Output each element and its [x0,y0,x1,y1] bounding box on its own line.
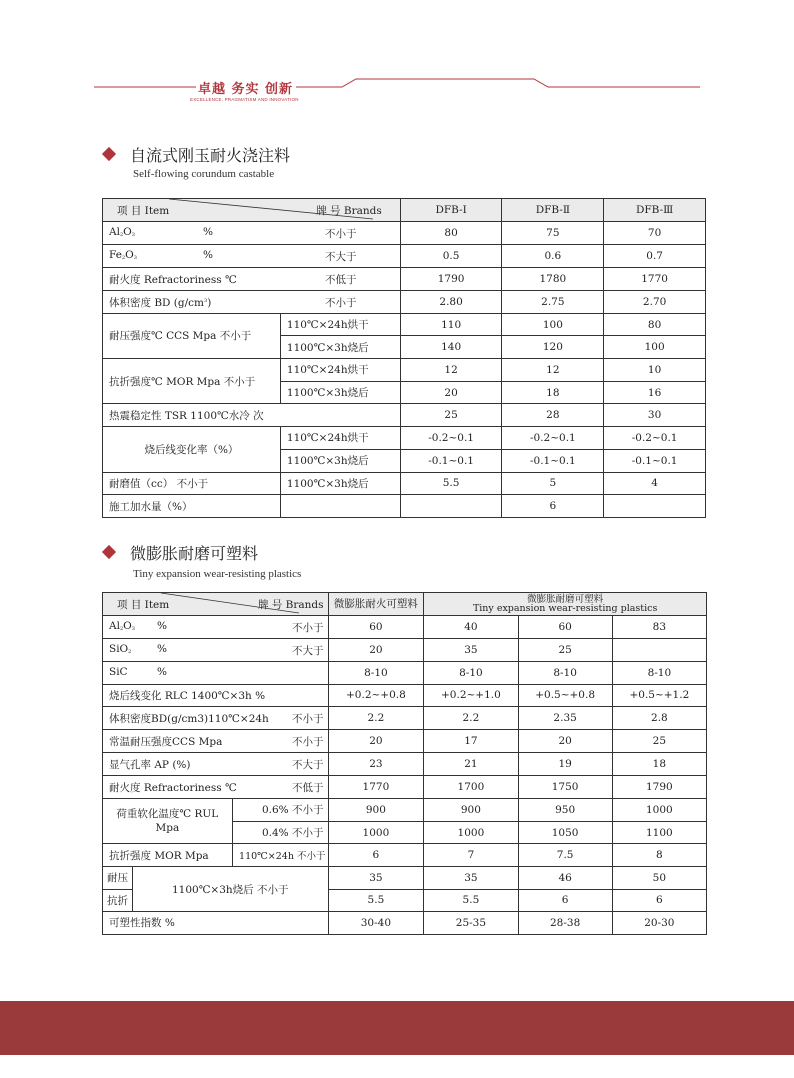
brand-tagline: EXCELLENCE, PRAGMATISM AND INNOVATION [190,97,299,102]
value-cell: -0.1~0.1 [502,449,604,472]
row-label: 耐磨值（cc） 不小于 [103,472,281,495]
value-cell: 35 [424,638,518,661]
value-cell: +0.5~+0.8 [518,684,612,707]
row-label: 抗折 [103,889,133,912]
row-label: Al2O3 [109,619,135,632]
column-header: 微膨胀耐火可塑料 [328,593,424,616]
row-condition: 不低于 [325,273,357,286]
value-cell: 2.75 [502,290,604,313]
value-cell: 1770 [328,776,424,799]
row-label: 显气孔率 AP (%) [109,759,191,772]
value-cell: 19 [518,753,612,776]
value-cell: 110 [400,313,502,336]
value-cell: 2.8 [612,707,706,730]
value-cell: 6 [502,495,604,518]
value-cell: 25 [400,404,502,427]
table-row [103,753,707,776]
row-condition: 110℃×24h烘干 [280,427,400,450]
row-label: 耐压 [103,866,133,889]
table-row [103,244,706,267]
table-row [103,313,706,336]
value-cell: 80 [604,313,706,336]
value-cell: +0.2~+1.0 [424,684,518,707]
row-unit: % [203,225,213,238]
value-cell: 18 [612,753,706,776]
value-cell: -0.2~0.1 [604,427,706,450]
table-row [103,661,707,684]
row-condition: 不低于 [292,782,324,795]
value-cell: 20 [328,730,424,753]
value-cell: 8 [612,844,706,867]
column-header: DFB-Ⅱ [502,199,604,222]
table-row [103,221,706,244]
value-cell: 25 [612,730,706,753]
value-cell: +0.5~+1.2 [612,684,706,707]
row-unit: % [203,248,213,261]
table-row [103,844,707,867]
row-condition: 不小于 [325,296,357,309]
value-cell: 950 [518,799,612,822]
value-cell: 40 [424,615,518,638]
item-brand-header: 项 目 Item 牌 号 Brands [103,199,401,222]
section-subtitle: Self-flowing corundum castable [133,168,275,180]
value-cell: 1790 [400,267,502,290]
value-cell: 120 [502,336,604,359]
value-cell: 17 [424,730,518,753]
value-cell: 28 [502,404,604,427]
value-cell: 900 [328,799,424,822]
table-row [103,912,707,935]
value-cell: 4 [604,472,706,495]
item-brand-header: 项 目 Item 牌 号 Brands [103,593,329,616]
table-header-row [103,199,706,222]
value-cell: 1770 [604,267,706,290]
value-cell: 25 [518,638,612,661]
row-label: 荷重软化温度℃ RUL Mpa [103,799,233,844]
table-row [103,638,707,661]
value-cell: 8-10 [518,661,612,684]
value-cell: 12 [502,359,604,382]
value-cell: 2.70 [604,290,706,313]
row-condition: 不大于 [292,644,324,657]
value-cell: 20 [518,730,612,753]
row-condition: 1100℃×3h烧后 [280,449,400,472]
value-cell: 20 [328,638,424,661]
value-cell: 5.5 [424,889,518,912]
row-label: 抗折强度 MOR Mpa [103,844,233,867]
row-condition: 1100℃×3h烧后 [280,381,400,404]
value-cell: 6 [518,889,612,912]
row-unit: % [157,665,167,678]
value-cell: 7 [424,844,518,867]
value-cell: 1780 [502,267,604,290]
row-condition: 0.4% 不小于 [232,821,328,844]
value-cell: 80 [400,221,502,244]
table-row [103,707,707,730]
value-cell: 100 [502,313,604,336]
value-cell: 1790 [612,776,706,799]
value-cell: 60 [328,615,424,638]
value-cell: 18 [502,381,604,404]
row-condition: 0.6% 不小于 [232,799,328,822]
value-cell: 140 [400,336,502,359]
value-cell: 83 [612,615,706,638]
row-condition: 110℃×24h 不小于 [232,844,328,867]
value-cell: 1000 [424,821,518,844]
table-header-row [103,593,707,616]
value-cell: 100 [604,336,706,359]
value-cell: 35 [328,866,424,889]
value-cell: -0.1~0.1 [604,449,706,472]
row-unit: % [157,642,167,655]
value-cell: 5.5 [400,472,502,495]
row-condition: 1100℃×3h烧后 不小于 [133,866,329,911]
row-label: SiO2 [109,642,132,655]
value-cell: 35 [424,866,518,889]
header-rule [0,70,794,100]
table-row [103,684,707,707]
column-header: DFB-Ⅲ [604,199,706,222]
value-cell: 5.5 [328,889,424,912]
brand-slogan: 卓越 务实 创新 [198,82,294,97]
value-cell: 2.2 [424,707,518,730]
value-cell: 1750 [518,776,612,799]
row-label: 体积密度 BD $(g/cm^3)$ [109,296,212,309]
row-label: 常温耐压强度CCS Mpa [109,736,223,749]
column-header: DFB-Ⅰ [400,199,502,222]
value-cell: 60 [518,615,612,638]
value-cell: 7.5 [518,844,612,867]
value-cell: 0.7 [604,244,706,267]
value-cell: 28-38 [518,912,612,935]
table-row [103,472,706,495]
value-cell: 2.35 [518,707,612,730]
value-cell: 70 [604,221,706,244]
value-cell: 10 [604,359,706,382]
value-cell: 8-10 [328,661,424,684]
value-cell: 5 [502,472,604,495]
table-row [103,615,707,638]
row-label: 抗折强度℃ MOR Mpa 不小于 [103,359,281,404]
section-title: 自流式刚玉耐火浇注料 [104,143,290,166]
row-label: 烧后线变化率（%） [103,427,281,472]
row-condition: 110℃×24h烘干 [280,313,400,336]
value-cell: 75 [502,221,604,244]
table-row [103,730,707,753]
row-condition: 不小于 [292,713,324,726]
value-cell: -0.2~0.1 [502,427,604,450]
value-cell: 25-35 [424,912,518,935]
value-cell: 30 [604,404,706,427]
row-label: 耐火度 Refractoriness ℃ [109,782,237,795]
row-condition: 110℃×24h烘干 [280,359,400,382]
section-title: 微膨胀耐磨可塑料 [104,541,258,564]
value-cell: 6 [328,844,424,867]
diamond-bullet-icon [102,147,116,161]
table-row [103,799,707,822]
value-cell: 1100 [612,821,706,844]
table-row [103,267,706,290]
value-cell: 0.6 [502,244,604,267]
value-cell: 30-40 [328,912,424,935]
row-unit: % [157,619,167,632]
value-cell [400,495,502,518]
value-cell: 1000 [612,799,706,822]
table-row [103,866,707,889]
row-label: 热震稳定性 TSR 1100℃水冷 次 [103,404,401,427]
table-row [103,404,706,427]
value-cell: 900 [424,799,518,822]
value-cell: 1000 [328,821,424,844]
value-cell: -0.2~0.1 [400,427,502,450]
footer-band [0,1001,794,1055]
value-cell: 1700 [424,776,518,799]
value-cell: 2.80 [400,290,502,313]
row-label: 施工加水量（%） [103,495,281,518]
value-cell [612,638,706,661]
diamond-bullet-icon [102,545,116,559]
row-condition: 不大于 [325,250,357,263]
row-condition: 不小于 [292,736,324,749]
row-label: 体积密度BD(g/cm3)110℃×24h [109,713,269,726]
value-cell [604,495,706,518]
table-row [103,290,706,313]
row-condition: 1100℃×3h烧后 [280,336,400,359]
value-cell: -0.1~0.1 [400,449,502,472]
row-condition: 不小于 [325,227,357,240]
column-group-header: 微膨胀耐磨可塑料 Tiny expansion wear-resisting plastics [424,593,707,616]
section-subtitle: Tiny expansion wear-resisting plastics [133,568,302,580]
row-label: 烧后线变化 RLC 1400℃×3h % [103,684,329,707]
value-cell: 8-10 [424,661,518,684]
table-row [103,359,706,382]
empty-cell [280,495,400,518]
value-cell: 21 [424,753,518,776]
value-cell: 1050 [518,821,612,844]
table-row [103,495,706,518]
value-cell: 8-10 [612,661,706,684]
row-condition: 不小于 [292,621,324,634]
row-label: Al2O3 [109,225,135,238]
value-cell: 46 [518,866,612,889]
value-cell: 16 [604,381,706,404]
value-cell: 12 [400,359,502,382]
plastics-spec-table [102,592,707,935]
row-condition: 不大于 [292,759,324,772]
value-cell: 20 [400,381,502,404]
row-label: 耐压强度℃ CCS Mpa 不小于 [103,313,281,358]
row-label: 耐火度 Refractoriness ℃ [109,273,237,286]
row-label: 可塑性指数 % [103,912,329,935]
row-condition: 1100℃×3h烧后 [280,472,400,495]
value-cell: 20-30 [612,912,706,935]
value-cell: 23 [328,753,424,776]
row-label: SiC [109,665,128,678]
table-row [103,776,707,799]
row-label: Fe2O3 [109,248,137,261]
castable-spec-table [102,198,706,518]
value-cell: +0.2~+0.8 [328,684,424,707]
value-cell: 0.5 [400,244,502,267]
value-cell: 2.2 [328,707,424,730]
table-row [103,427,706,450]
value-cell: 50 [612,866,706,889]
value-cell: 6 [612,889,706,912]
